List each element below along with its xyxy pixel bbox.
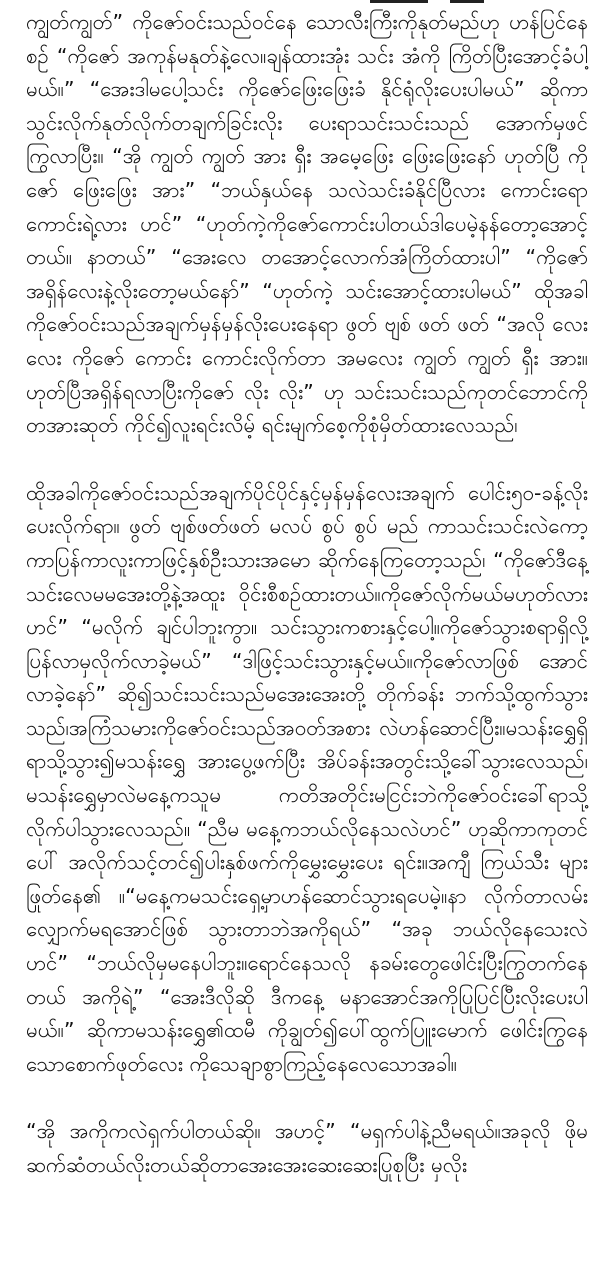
article-body (26, 6, 588, 1183)
article-paragraph-3: “အို အကိုကလဲရှက်ပါတယ်ဆို။ အဟင့်” “မရှက်ပါနဲ့ညီမရယ်။အခုလို ဖိုမဆက်ဆံတယ်လိုးတယ်ဆိုတာအေးအေးဆေးဆေးပြုစုပြီး မှလိုး (26, 1119, 588, 1177)
article-paragraph-1: ကျွတ်ကျွတ်” ကိုဇော်ဝင်းသည်ဝင်နေ သောလီးကြီးကိုနုတ်မည်ဟု ဟန်ပြင်နေစဉ် “ကိုဇော် အကုန်မနုတ်နဲ့လေ။ချန်ထားအုံး သင်း အံကို ကြိတ်ပြီးအောင့်ခံပါ့မယ်။” “အေးဒါမပေါ့သင်း ကိုဇော်ဖြေးဖြေးခံ နိုင်ရုံလိုးပေးပါမယ်” ဆိုကာသွင်းလိုက်နုတ်လိုက်တချက်ခြင်းလိုး ပေးရာသင်းသင်းသည် အောက်မှဖင်ကြွလာပြီး။ “အို ကျွတ် ကျွတ် အား ရှီး အမေ့ဖြေး ဖြေးဖြေးနော် ဟုတ်ပြီ ကိုဇော် ဖြေးဖြေး အား” “ဘယ်နှယ်နေ သလဲသင်းခံနိုင်ပြီလား ကောင်းရောကောင်းရဲ့လား ဟင်” “ဟုတ်ကဲ့ကိုဇော်ကောင်းပါတယ်ဒါပေမဲ့နန်တော့အောင့်တယ်။ နာတယ်” “အေးလေ တအောင့်လောက်အံကြိတ်ထားပါ” “ကိုဇော် အရှိန်လေးနဲ့လိုးတော့မယ်နော်” “ဟုတ်ကဲ့ သင်းအောင့်ထားပါမယ်” ထိုအခါကိုဇော်ဝင်းသည်အချက်မှန်မှန်လိုးပေးနေရာ ဖွတ် ဗျစ် ဖတ် ဖတ် “အလို လေးလေး ကိုဇော် ကောင်း ကောင်းလိုက်တာ အမလေး ကျွတ် ကျွတ် ရှီး အား။ ဟုတ်ပြီအရှိန်ရလာပြီးကိုဇော် လိုး လိုး” ဟု သင်းသင်းသည်ကုတင်ဘောင်ကိုတအားဆုတ် ကိုင်၍လူးရင်းလိမ့် ရင်းမျက်စေ့ကိုစုံမှိတ်ထားလေသည်၊ (26, 10, 588, 438)
text-fragment-mark (370, 0, 428, 3)
article-paragraph-2: ထိုအခါကိုဇော်ဝင်းသည်အချက်ပိုင်ပိုင်နှင့်မှန်မှန်လေးအချက် ပေါင်း၅၀-ခန့်လိုးပေးလိုက်ရာ။ ဖွတ် ဗျစ်ဖတ်ဖတ် မလပ် စွပ် စွပ် မည် ကာသင်းသင်းလဲကော့ကာပြန်ကာလူးကာဖြင့်နှစ်ဦးသားအမော ဆိုက်နေကြတော့သည်၊ “ကိုဇော်ဒီနေ့ သင်းလေမမအေးတို့နဲ့အထူး ဝိုင်းစီစဉ်ထားတယ်။ကိုဇော်လိုက်မယ်မဟုတ်လား ဟင်” “မလိုက် ချင်ပါဘူးကွာ။ သင်းသွားကစားနှင့်ပေါ့။ကိုဇော်သွားစရာရှိလို့ ပြန်လာမှလိုက်လာခဲ့မယ်” “ဒါဖြင့်သင်းသွားနှင့်မယ်။ကိုဇော်လာဖြစ် အောင်လာခဲ့နော်” ဆို၍သင်းသင်းသည်မအေးအေးတို့ တိုက်ခန်း ဘက်သို့ထွက်သွားသည်၊အကြံသမားကိုဇော်ဝင်းသည်အဝတ်အစား လဲဟန်ဆောင်ပြီး။မသန်းရွှေရှိရာသို့သွား၍မသန်းရွှေ အားပွေ့ဖက်ပြီး အိပ်ခန်းအတွင်းသို့ခေါ်သွားလေသည်၊မသန်းရွှေမှာလဲမနေ့ကသူမ ကတိအတိုင်းမငြင်းဘဲကိုဇော်ဝင်းခေါ်ရာသို့ လိုက်ပါသွားလေသည်။ “ညီမ မနေ့ကဘယ်လိုနေသလဲဟင်” ဟုဆိုကာကုတင်ပေါ် အလိုက်သင့်တင်၍ပါးနှစ်ဖက်ကိုမွှေးမွှေးပေး ရင်း။အကျီ ကြယ်သီး များဖြုတ်နေ၏ ။“မနေ့ကမသင်းရှေ့မှာဟန်ဆောင်သွားရပေမဲ့။နာ လိုက်တာလမ်းလျှောက်မရအောင်ဖြစ် သွားတာဘဲအကိုရယ်” “အခု ဘယ်လိုနေသေးလဲဟင်” “ဘယ်လိုမှမနေပါဘူး။ရောင်နေသလို နခမ်းတွေဖေါင်းပြီးကြွတက်နေတယ် အကိုရဲ့” “အေးဒီလိုဆို ဒီကနေ့ မနာအောင်အကိုပြုပြင်ပြီးလိုးပေးပါမယ်။” ဆိုကာမသန်းရွှေ၏ထမီ ကိုချွတ်၍ပေါ်ထွက်ပြူးမောက် ဖေါင်းကြွနေသောစောက်ဖုတ်လေး ကိုသေချာစွာကြည့်နေလေသောအခါ။ (26, 480, 588, 1076)
text-fragment-mark (450, 0, 484, 3)
